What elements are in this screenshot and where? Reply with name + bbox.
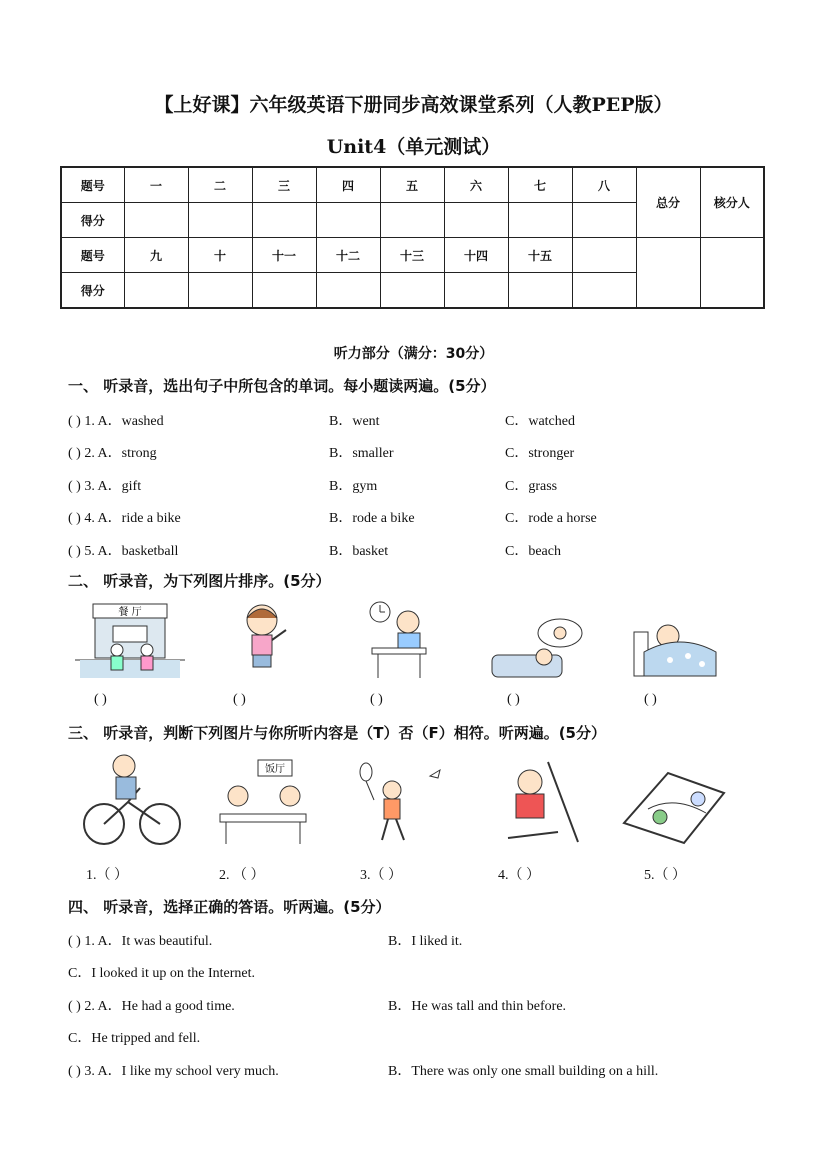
score-cell[interactable]: [508, 203, 572, 238]
option-b: B．basket: [329, 544, 389, 559]
option-c: C．grass: [505, 479, 558, 494]
section-2-title: 二、 听录音，为下列图片排序。(5分）: [68, 572, 331, 590]
cell-header: 十一: [252, 238, 316, 273]
cell-label: 得分: [61, 203, 124, 238]
boy-at-desk-picture: [366, 600, 438, 680]
cell-header: 题号: [61, 167, 124, 203]
score-cell[interactable]: [188, 203, 252, 238]
cell-header: 十五: [508, 238, 572, 273]
section-4-title: 四、 听录音，选择正确的答语。听两遍。(5分）: [68, 898, 391, 916]
table-row: [61, 238, 764, 273]
score-cell[interactable]: [252, 203, 316, 238]
cell-header: 六: [444, 167, 508, 203]
boy-badminton-picture: [352, 760, 452, 846]
option-a: ( ) 2. A．strong: [68, 446, 157, 461]
option-b: B．smaller: [329, 446, 394, 461]
cell-header: 十三: [380, 238, 444, 273]
score-cell[interactable]: [444, 203, 508, 238]
section-3-title: 三、 听录音，判断下列图片与你所听内容是（T）否（F）相符。听两遍。(5分）: [68, 724, 606, 742]
option-b: B．went: [329, 414, 380, 429]
answer-bracket[interactable]: ( ): [507, 692, 520, 707]
cell-header: 七: [508, 167, 572, 203]
option-a: ( ) 1. A．It was beautiful.: [68, 934, 213, 949]
score-table: [60, 166, 765, 309]
option-c: C．rode a horse: [505, 511, 597, 526]
boy-riding-bike-picture: [80, 752, 182, 848]
option-c: C．I looked it up on the Internet.: [68, 966, 256, 981]
section-1-title: 一、 听录音，选出句子中所包含的单词。每小题读两遍。(5分）: [68, 377, 496, 395]
cell-header: 三: [252, 167, 316, 203]
score-cell[interactable]: [316, 203, 380, 238]
score-cell[interactable]: [124, 273, 188, 309]
score-cell[interactable]: [572, 273, 636, 309]
score-cell[interactable]: [316, 273, 380, 309]
answer-bracket[interactable]: ( ): [233, 692, 246, 707]
cell-header: 四: [316, 167, 380, 203]
option-b: B．gym: [329, 479, 378, 494]
option-a: ( ) 5. A．basketball: [68, 544, 179, 559]
cell-header: 十四: [444, 238, 508, 273]
answer-bracket[interactable]: 1.（ ）: [86, 868, 128, 883]
score-cell[interactable]: [572, 203, 636, 238]
girl-waving-picture: [228, 600, 298, 675]
cell-checker: 核分人: [700, 167, 764, 238]
score-cell[interactable]: [380, 273, 444, 309]
skier-falling-picture: [488, 758, 584, 848]
answer-bracket[interactable]: 3.（ ）: [360, 868, 402, 883]
cell-total: 总分: [636, 167, 700, 238]
score-cell[interactable]: [124, 203, 188, 238]
cell-header: 五: [380, 167, 444, 203]
total-score-cell[interactable]: [636, 238, 700, 309]
page-subtitle: Unit4（单元测试）: [326, 136, 501, 158]
option-a: ( ) 3. A．I like my school very much.: [68, 1064, 279, 1079]
cell-empty: [572, 238, 636, 273]
cell-label: 得分: [61, 273, 124, 309]
answer-bracket[interactable]: 2. （ ）: [219, 868, 265, 883]
option-b: B．There was only one small building on a hill.: [388, 1064, 659, 1079]
option-b: B．He was tall and thin before.: [388, 999, 567, 1014]
listening-heading: 听力部分（满分：30分）: [333, 346, 494, 362]
option-a: ( ) 1. A．washed: [68, 414, 164, 429]
score-cell[interactable]: [380, 203, 444, 238]
cell-header: 九: [124, 238, 188, 273]
score-cell[interactable]: [444, 273, 508, 309]
option-b: B．rode a bike: [329, 511, 415, 526]
score-cell[interactable]: [188, 273, 252, 309]
checker-cell[interactable]: [700, 238, 764, 309]
dining-hall-picture: [214, 756, 310, 846]
answer-bracket[interactable]: 5.（ ）: [644, 868, 686, 883]
table-row: [61, 167, 764, 203]
map-picture: [618, 765, 728, 847]
option-c: C．watched: [505, 414, 575, 429]
answer-bracket[interactable]: ( ): [94, 692, 107, 707]
dining-hall-sign: 饭厅: [265, 764, 285, 775]
cell-header: 一: [124, 167, 188, 203]
option-c: C．stronger: [505, 446, 575, 461]
option-a: ( ) 3. A．gift: [68, 479, 142, 494]
score-cell[interactable]: [252, 273, 316, 309]
option-c: C．He tripped and fell.: [68, 1031, 201, 1046]
cell-header: 题号: [61, 238, 124, 273]
sleeping-dream-picture: [488, 615, 584, 681]
score-cell[interactable]: [508, 273, 572, 309]
option-a: ( ) 2. A．He had a good time.: [68, 999, 235, 1014]
page-title: 【上好课】六年级英语下册同步高效课堂系列（人教PEP版）: [154, 94, 673, 116]
answer-bracket[interactable]: ( ): [644, 692, 657, 707]
option-b: B．I liked it.: [388, 934, 463, 949]
restaurant-picture: [75, 600, 185, 682]
answer-bracket[interactable]: ( ): [370, 692, 383, 707]
cell-header: 八: [572, 167, 636, 203]
cell-header: 十二: [316, 238, 380, 273]
restaurant-sign: 餐 厅: [118, 607, 142, 618]
cell-header: 二: [188, 167, 252, 203]
option-c: C．beach: [505, 544, 561, 559]
sick-in-bed-picture: [630, 612, 720, 682]
cell-header: 十: [188, 238, 252, 273]
answer-bracket[interactable]: 4.（ ）: [498, 868, 540, 883]
option-a: ( ) 4. A．ride a bike: [68, 511, 181, 526]
